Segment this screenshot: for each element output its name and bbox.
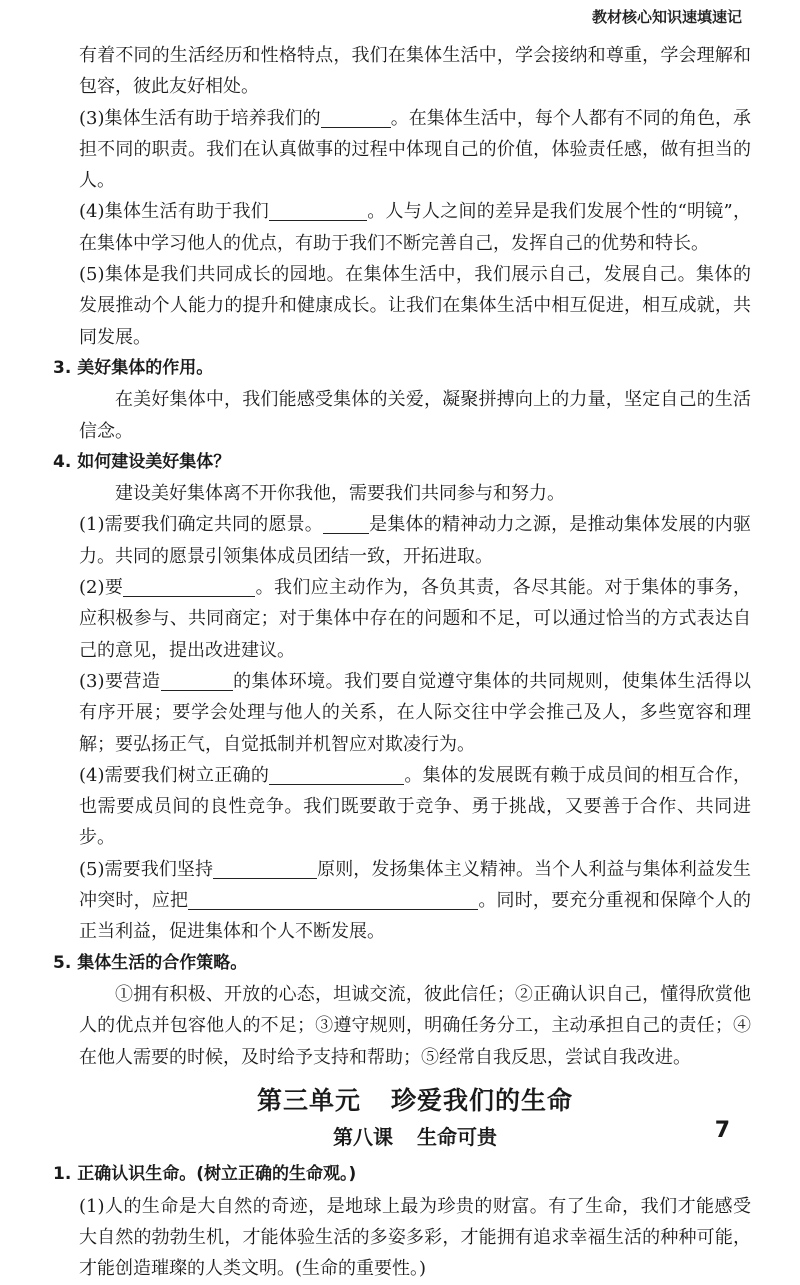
lesson-section-heading-1: 1. 正确认识生命。(树立正确的生命观。): [53, 1164, 357, 1185]
paragraph-3: 在美好集体中，我们能感受集体的关爱，凝聚拼搏向上的力量，坚定自己的生活信念。: [79, 389, 751, 442]
paragraph-4-1: [79, 509, 751, 572]
paragraph-4-intro: 建设美好集体离不开你我他，需要我们共同参与和努力。: [115, 483, 565, 505]
paragraph-4-5: [79, 854, 751, 948]
paragraph-2-3: [79, 103, 751, 197]
text: (3)要营造: [79, 670, 161, 692]
text: 是集体的精神动力之源，是推动集体发展的内驱力。共同的愿景引领集体成员团结一致，开拓进取。: [79, 514, 751, 567]
text: (4)需要我们树立正确的: [79, 764, 270, 786]
text: 。在集体生活中，每个人都有不同的角色，承担不同的职责。我们在认真做事的过程中体现自己的价值，体验责任感，做有担当的人。: [79, 107, 752, 192]
fill-blank[interactable]: [188, 891, 478, 910]
text: (3)集体生活有助于培养我们的: [79, 107, 321, 129]
unit-title: [79, 1085, 751, 1116]
text: 。同时，要充分重视和保障个人的正当利益，促进集体和个人不断发展。: [79, 890, 752, 943]
text: 。集体的发展既有赖于成员间的相互合作，也需要成员间的良性竞争。我们既要敢于竞争、勇于挑战，又要善于合作、共同进步。: [79, 764, 752, 849]
text: (1)需要我们确定共同的愿景。: [79, 514, 323, 536]
text: (2)要: [79, 577, 124, 599]
paragraph-5: ①拥有积极、开放的心态，坦诚交流，彼此信任；②正确认识自己，懂得欣赏他人的优点并包容他人的不足；③遵守规则，明确任务分工，主动承担自己的责任；④在他人需要的时候，及时给予支持和帮助；⑤经常自我反思，尝试自我改进。: [79, 983, 751, 1068]
unit-name: 珍爱我们的生命: [391, 1085, 574, 1115]
unit-label: 第三单元: [256, 1085, 361, 1115]
paragraph-continuation: 有着不同的生活经历和性格特点，我们在集体生活中，学会接纳和尊重，学会理解和包容，彼此友好相处。: [79, 45, 751, 98]
fill-blank[interactable]: [161, 672, 233, 691]
paragraph-4-3: [79, 666, 751, 760]
lesson-label: 第八课: [333, 1125, 393, 1150]
page-number: 7: [714, 1118, 730, 1143]
lesson-title: [79, 1122, 751, 1153]
fill-blank[interactable]: [123, 578, 255, 597]
section-heading-4: 4. 如何建设美好集体？: [53, 451, 231, 472]
text: (4)集体生活有助于我们: [79, 201, 270, 223]
page-content: [53, 40, 752, 1285]
text: 原则，发扬集体主义精神。当个人利益与集体利益发生冲突时，应把: [79, 858, 751, 912]
fill-blank[interactable]: [269, 202, 367, 221]
text: 。我们应主动作为，各负其责，各尽其能。对于集体的事务，应积极参与、共同商定；对于集体中存在的问题和不足，可以通过恰当的方式表达自己的意见，提出改进建议。: [79, 577, 752, 661]
text: 的集体环境。我们要自觉遵守集体的共同规则，使集体生活得以有序开展；要学会处理与他人的关系，在人际交往中学会推己及人，多些宽容和理解；要弘扬正气，自觉抵制并机智应对欺凌行为。: [79, 670, 751, 755]
paragraph-4-2: [79, 572, 751, 666]
text: (5)需要我们坚持: [79, 858, 214, 880]
section-heading-5: 5. 集体生活的合作策略。: [53, 952, 248, 973]
fill-blank[interactable]: [213, 860, 317, 879]
lesson-paragraph-1: (1)人的生命是大自然的奇迹，是地球上最为珍贵的财富。有了生命，我们才能感受大自然的勃勃生机，才能体验生活的多姿多彩，才能拥有追求幸福生活的种种可能，才能创造璀璨的人类文明。(生命的重要性。): [79, 1195, 751, 1280]
lesson-name: 生命可贵: [417, 1125, 497, 1150]
paragraph-2-4: [79, 196, 751, 259]
text: 。人与人之间的差异是我们发展个性的“明镜”，在集体中学习他人的优点，有助于我们不断完善自己，发挥自己的优势和特长。: [79, 201, 751, 254]
running-header: 教材核心知识速填速记: [591, 8, 742, 26]
fill-blank[interactable]: [323, 515, 369, 534]
fill-blank[interactable]: [269, 766, 404, 785]
paragraph-2-5: (5)集体是我们共同成长的园地。在集体生活中，我们展示自己，发展自己。集体的发展推动个人能力的提升和健康成长。让我们在集体生活中相互促进，相互成就，共同发展。: [79, 264, 751, 348]
section-heading-3: 3. 美好集体的作用。: [53, 357, 214, 378]
fill-blank[interactable]: [321, 109, 391, 128]
paragraph-4-4: [79, 760, 751, 854]
